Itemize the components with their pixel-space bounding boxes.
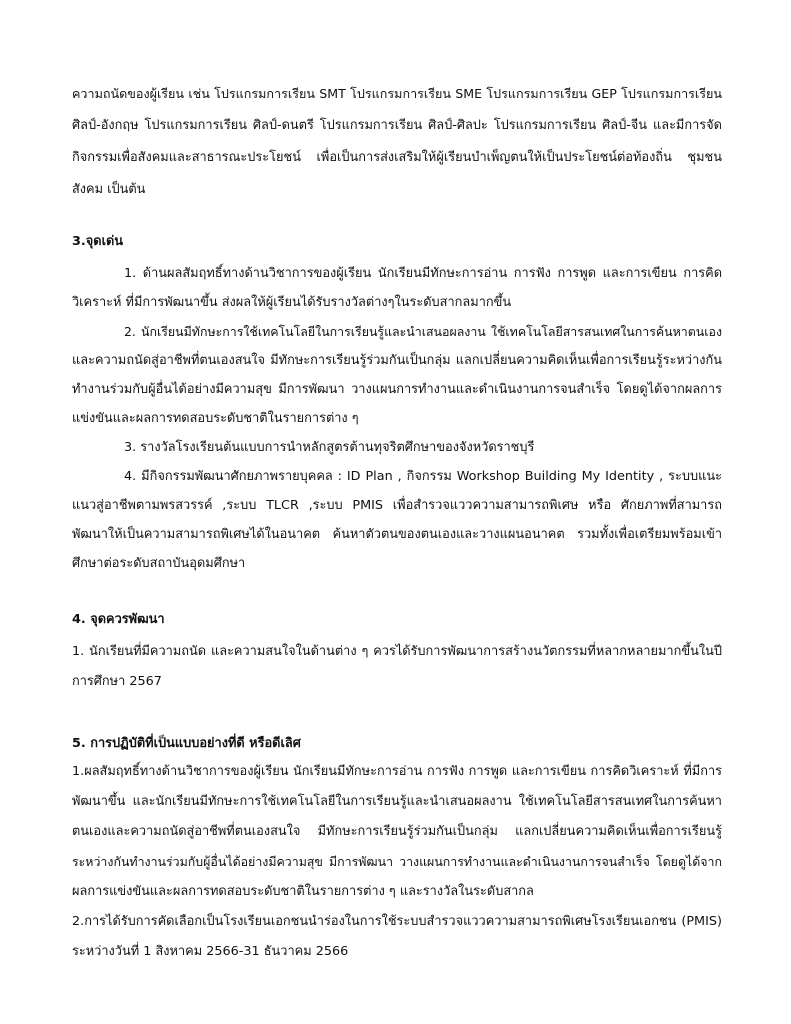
- paragraph-line: ศึกษาต่อระดับสถาบันอุดมศึกษา: [72, 556, 246, 571]
- paragraph-line: พัฒนาให้เป็นความสามารถพิเศษได้ในอนาคต ค้นหาตัวตนของตนเองและวางแผนอนาคต รวมทั้งเพื่อเตรียมพร้อมเข้า: [72, 527, 722, 542]
- section-heading: 4. จุดควรพัฒนา: [72, 612, 165, 627]
- intro-line: ความถนัดของผู้เรียน เช่น โปรแกรมการเรียน SMT โปรแกรมการเรียน SME โปรแกรมการเรียน GEP โปรแกรมการเรียน: [72, 86, 722, 101]
- paragraph-line: ทำงานร่วมกับผู้อื่นได้อย่างมีความสุข มีการพัฒนา วางแผนการทำงานและดำเนินงานการจนสำเร็จ โดยดูได้จากผลการ: [72, 382, 722, 397]
- paragraph-line: และความถนัดสู่อาชีพที่ตนเองสนใจ มีทักษะการเรียนรู้ร่วมกันเป็นกลุ่ม แลกเปลี่ยนความคิดเห็นเพื่อการเรียนรู้ระหว่างกัน: [72, 353, 722, 368]
- paragraph-line: 1. ด้านผลสัมฤทธิ์ทางด้านวิชาการของผู้เรียน นักเรียนมีทักษะการอ่าน การฟัง การพูด และการเขียน การคิด: [124, 266, 722, 281]
- intro-line: กิจกรรมเพื่อสังคมและสาธารณะประโยชน์ เพื่อเป็นการส่งเสริมให้ผู้เรียนบำเพ็ญตนให้เป็นประโยชน์ต่อท้องถิ่น ชุมชน: [72, 150, 722, 165]
- paragraph-line: แข่งขันและผลการทดสอบระดับชาติในรายการต่าง ๆ: [72, 411, 359, 426]
- paragraph-line: แนวสู่อาชีพตามพรสวรรค์ ,ระบบ TLCR ,ระบบ PMIS เพื่อสำรวจแววความสามารถพิเศษ หรือ ศักยภาพที่สามารถ: [72, 498, 722, 513]
- section-heading: 3.จุดเด่น: [72, 234, 124, 249]
- paragraph-line: 2.การได้รับการคัดเลือกเป็นโรงเรียนเอกชนนำร่องในการใช้ระบบสำรวจแววความสามารถพิเศษโรงเรียนเอกชน (PMIS): [72, 914, 722, 929]
- paragraph-line: ระหว่างกันทำงานร่วมกับผู้อื่นได้อย่างมีความสุข มีการพัฒนา วางแผนการทำงานและดำเนินงานการจนสำเร็จ โดยดูได้จาก: [72, 854, 722, 869]
- paragraph-line: ระหว่างวันที่ 1 สิงหาคม 2566-31 ธันวาคม 2566: [72, 944, 349, 959]
- paragraph-line: ตนเองและความถนัดสู่อาชีพที่ตนเองสนใจ มีทักษะการเรียนรู้ร่วมกันเป็นกลุ่ม แลกเปลี่ยนความคิดเห็นเพื่อการเรียนรู้: [72, 824, 722, 839]
- intro-line: ศิลป์-อังกฤษ โปรแกรมการเรียน ศิลป์-ดนตรี โปรแกรมการเรียน ศิลป์-ศิลปะ โปรแกรมการเรียน ศิลป์-จีน และมีการจัด: [72, 118, 722, 133]
- paragraph-line: พัฒนาขึ้น และนักเรียนมีทักษะการใช้เทคโนโลยีในการเรียนรู้และนำเสนอผลงาน ใช้เทคโนโลยีสารสนเทศในการค้นหา: [72, 794, 722, 809]
- paragraph-line: 4. มีกิจกรรมพัฒนาศักยภาพรายบุคคล : ID Plan , กิจกรรม Workshop Building My Identity , ระบบแนะ: [124, 469, 722, 484]
- paragraph-line: 1.ผลสัมฤทธิ์ทางด้านวิชาการของผู้เรียน นักเรียนมีทักษะการอ่าน การฟัง การพูด และการเขียน การคิดวิเคราะห์ ที่มีการ: [72, 764, 722, 779]
- paragraph-line: การศึกษา 2567: [72, 674, 162, 689]
- paragraph-line: ผลการแข่งขันและผลการทดสอบระดับชาติในรายการต่าง ๆ และรางวัลในระดับสากล: [72, 884, 534, 899]
- section-heading: 5. การปฏิบัติที่เป็นแบบอย่างที่ดี หรือดีเลิศ: [72, 736, 301, 751]
- paragraph-line: 3. รางวัลโรงเรียนต้นแบบการนำหลักสูตรต้านทุจริตศึกษาของจังหวัดราชบุรี: [124, 440, 535, 455]
- paragraph-line: 2. นักเรียนมีทักษะการใช้เทคโนโลยีในการเรียนรู้และนำเสนอผลงาน ใช้เทคโนโลยีสารสนเทศในการค้นหาตนเอง: [124, 324, 722, 339]
- paragraph-line: วิเคราะห์ ที่มีการพัฒนาขึ้น ส่งผลให้ผู้เรียนได้รับรางวัลต่างๆในระดับสากลมากขึ้น: [72, 295, 512, 310]
- paragraph-line: 1. นักเรียนที่มีความถนัด และความสนใจในด้านต่าง ๆ ควรได้รับการพัฒนาการสร้างนวัตกรรมที่หลากหลายมากขึ้นในปี: [72, 644, 722, 659]
- intro-line: สังคม เป็นต้น: [72, 182, 146, 197]
